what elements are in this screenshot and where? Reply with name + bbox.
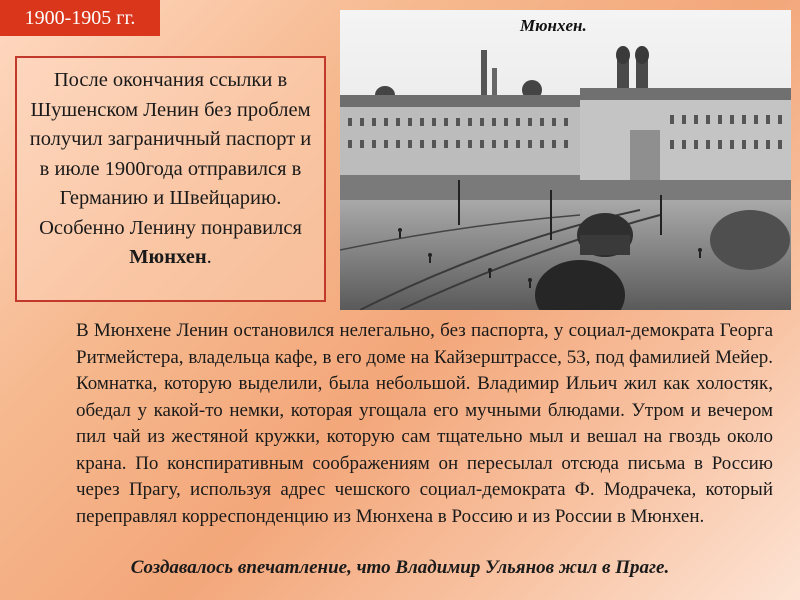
intro-highlight-munich: Мюнхен (129, 246, 207, 268)
photo-caption: Мюнхен. (520, 16, 587, 35)
date-badge: 1900-1905 гг. (0, 0, 160, 36)
intro-text-box (15, 56, 326, 302)
intro-text: После окончания ссылки в Шушенском Ленин без проблем получил заграничный паспорт и в июле 1900года отправился в Германию и Швейцарию. Особенно Ленину понравился (29, 69, 312, 239)
intro-text-end: . (206, 246, 212, 268)
munich-photo (340, 10, 791, 310)
conclusion-text: Создавалось впечатление, что Владимир Ульянов жил в Праге. (130, 557, 670, 578)
body-paragraph: В Мюнхене Ленин остановился нелегально, без паспорта, у социал-демократа Георга Ритмейстера, владельца кафе, в его доме на Кайзерштрассе, 53, под фамилией Мейер. Комнатка, которую выделили, была небольшой. Владимир Ильич жил как холостяк, обедал у какой-то немки, которая угощала его мучными блюдами. Утром и вечером пил чай из жестяной кружки, которую сам тщательно мыл и вешал на гвоздь около крана. По конспиративным соображениям он пересылал отсюда письма в Россию через Прагу, используя адрес чешского социал-демократа Ф. Модрачека, который переправлял корреспонденцию из Мюнхена в Россию и из России в Мюнхен. (76, 320, 773, 527)
munich-square-image (340, 10, 791, 310)
